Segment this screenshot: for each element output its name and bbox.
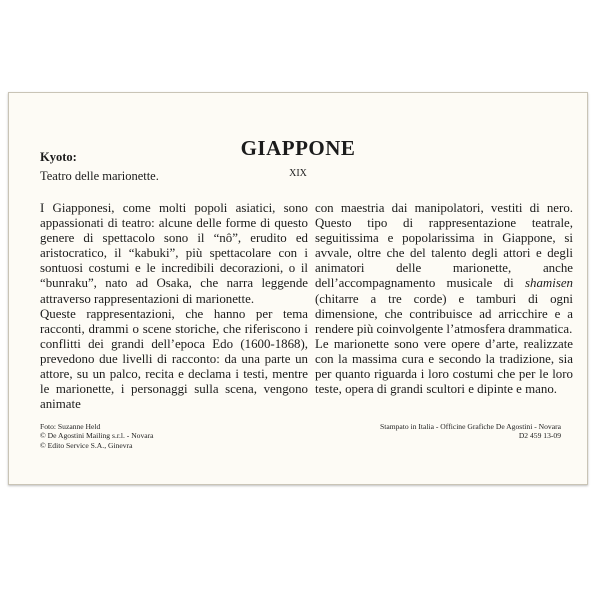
shamisen-term: shamisen <box>525 276 573 291</box>
text-column-left <box>40 201 308 412</box>
paragraph-music <box>315 201 573 337</box>
paragraph-edo: Queste rappresentazioni, che hanno per tema racconti, drammi o scene storiche, che riferiscono i conflitti dei grandi dell’epoca Edo (1600-1868), prevedono due livelli di racconto: da una parte un attore, su un palco, recita e declama i testi, mentre le marionette, i personaggi sulla scena, vengono animate <box>40 306 308 412</box>
card-number: XIX <box>289 168 307 179</box>
paragraph-music-part-2: (chitarre a tre corde) e tamburi di ogni dimensione, che contribuisce ad arricchire e a rendere più coinvolgente l’atmosfera drammatica. <box>315 291 573 336</box>
paragraph-music-part-1: con maestria dai manipolatori, vestiti di nero. Questo tipo di rappresentazione teatrale, seguitissima e popolarissima in Giappone, si avvale, oltre che del talento degli attori e degli animatori delle marionette, anche dell’accompagnamento musicale di <box>315 201 573 291</box>
card-title: GIAPPONE <box>240 136 356 160</box>
paragraph-intro: I Giapponesi, come molti popoli asiatici, sono appassionati di teatro: alcune delle forme di questo genere di spettacolo sono il “nô”, erudito ed aristocratico, il “kabuki”, più spettacolare con i sontuosi costumi e le incredibili decorazioni, o il “bunraku”, nato ad Osaka, che narra leggende attraverso rappresentazioni di marionette. <box>40 201 308 306</box>
subject-line: Teatro delle marionette. <box>40 169 159 183</box>
postcard-back <box>8 92 588 485</box>
copyright-line-2: © Edito Service S.A., Ginevra <box>40 440 133 450</box>
copyright-line-1: © De Agostini Mailing s.r.l. - Novara <box>40 431 154 441</box>
footer-printer <box>380 422 561 441</box>
text-column-right <box>315 201 573 397</box>
paragraph-marionettes: Le marionette sono vere opere d’arte, realizzate con la massima cura e secondo la tradizione, sia per quanto riguarda i loro costumi che per le loro teste, opera di grandi scultori e dipinte e mano. <box>315 336 573 397</box>
footer-credits <box>40 422 154 450</box>
photo-credit: Foto: Suzanne Held <box>40 422 101 431</box>
printer-line: Stampato in Italia - Officine Grafiche De Agostini - Novara <box>380 422 561 431</box>
city-heading: Kyoto: <box>40 150 77 164</box>
product-code: D2 459 13-09 <box>518 431 561 441</box>
